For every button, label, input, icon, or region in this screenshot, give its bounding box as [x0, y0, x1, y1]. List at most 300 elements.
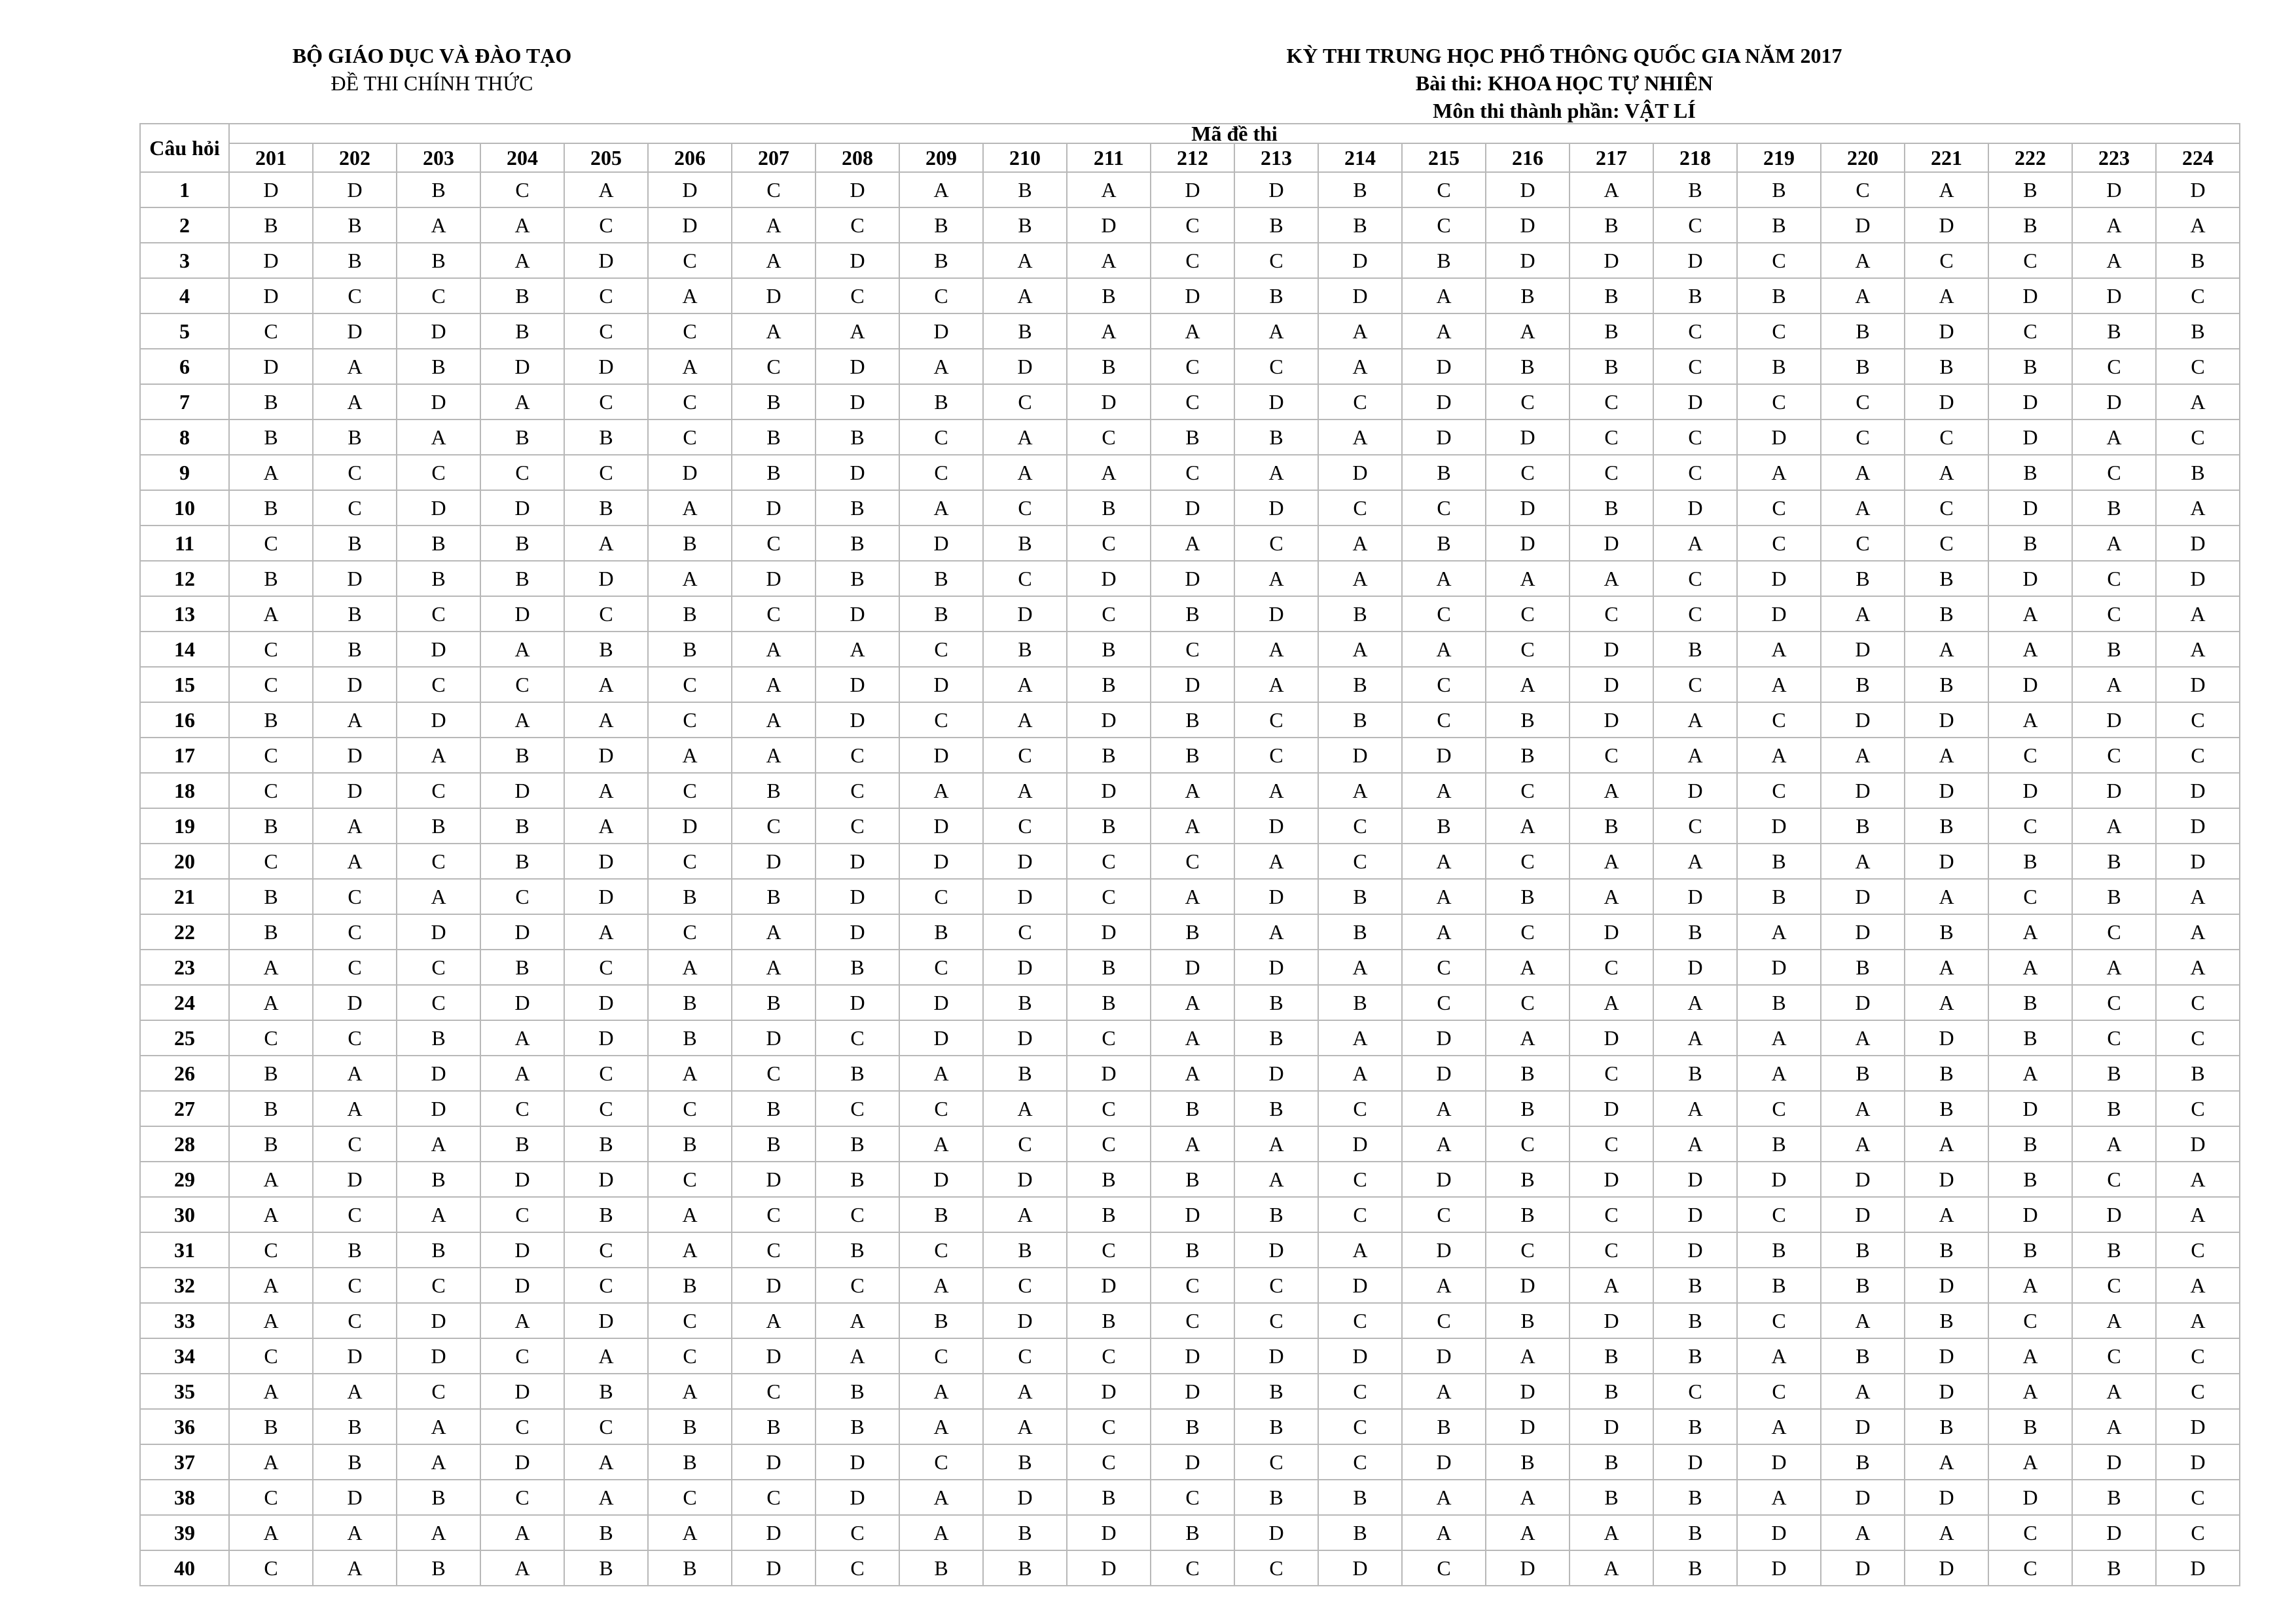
answer-cell: A — [564, 702, 648, 738]
answer-cell: C — [1402, 667, 1486, 702]
answer-cell: D — [1570, 243, 1653, 278]
question-number: 18 — [140, 773, 229, 808]
answer-cell: B — [1318, 172, 1402, 207]
answer-cell: D — [1402, 419, 1486, 455]
table-row — [140, 773, 2240, 808]
answer-cell: B — [1653, 632, 1737, 667]
answer-cell: A — [313, 384, 397, 419]
answer-cell: B — [1570, 1338, 1653, 1374]
answer-cell: A — [229, 1515, 313, 1550]
exam-code-header: 210 — [983, 143, 1067, 172]
answer-cell: B — [1486, 1197, 1570, 1232]
answer-cell: D — [732, 1338, 816, 1374]
answer-cell: A — [2072, 243, 2156, 278]
answer-cell: D — [1821, 773, 1905, 808]
answer-cell: D — [899, 808, 983, 844]
answer-cell: B — [2156, 243, 2240, 278]
answer-cell: B — [732, 1126, 816, 1162]
answer-cell: A — [229, 1268, 313, 1303]
answer-cell: A — [1151, 985, 1234, 1020]
table-row — [140, 738, 2240, 773]
answer-cell: A — [397, 879, 480, 914]
answer-cell: C — [648, 667, 732, 702]
answer-cell: D — [1067, 384, 1151, 419]
answer-cell: B — [397, 561, 480, 596]
answer-cell: C — [1737, 384, 1821, 419]
answer-cell: B — [648, 632, 732, 667]
answer-cell: C — [648, 419, 732, 455]
answer-cell: C — [1067, 1020, 1151, 1056]
question-number: 7 — [140, 384, 229, 419]
answer-cell: C — [229, 1550, 313, 1586]
exam-code-header: 216 — [1486, 143, 1570, 172]
answer-cell: A — [1821, 1126, 1905, 1162]
answer-cell: D — [1905, 844, 1988, 879]
table-row — [140, 950, 2240, 985]
answer-cell: D — [1988, 490, 2072, 526]
exam-code-header: 215 — [1402, 143, 1486, 172]
answer-cell: C — [1988, 738, 2072, 773]
answer-cell: B — [1653, 1515, 1737, 1550]
answer-cell: A — [2156, 1303, 2240, 1338]
answer-cell: A — [1821, 455, 1905, 490]
answer-cell: A — [1402, 1126, 1486, 1162]
answer-cell: A — [1737, 1056, 1821, 1091]
answer-cell: C — [1402, 950, 1486, 985]
answer-cell: C — [899, 1091, 983, 1126]
answer-cell: B — [1067, 950, 1151, 985]
exam-code-header: 221 — [1905, 143, 1988, 172]
answer-cell: D — [2156, 667, 2240, 702]
answer-cell: D — [1402, 1232, 1486, 1268]
answer-cell: A — [480, 207, 564, 243]
question-number: 15 — [140, 667, 229, 702]
answer-cell: B — [1234, 1409, 1318, 1444]
answer-cell: A — [899, 1409, 983, 1444]
question-number: 23 — [140, 950, 229, 985]
answer-cell: B — [1067, 738, 1151, 773]
answer-cell: D — [1151, 1338, 1234, 1374]
answer-cell: C — [480, 1091, 564, 1126]
answer-cell: C — [899, 1232, 983, 1268]
answer-cell: B — [1653, 914, 1737, 950]
answer-cell: B — [480, 950, 564, 985]
answer-cell: D — [1318, 243, 1402, 278]
answer-cell: A — [229, 596, 313, 632]
answer-cell: B — [1486, 349, 1570, 384]
answer-cell: A — [1318, 950, 1402, 985]
answer-cell: B — [1570, 490, 1653, 526]
answer-cell: D — [1486, 1268, 1570, 1303]
answer-cell: C — [2072, 596, 2156, 632]
answer-cell: B — [229, 1126, 313, 1162]
answer-cell: B — [1988, 1020, 2072, 1056]
answer-cell: B — [1486, 1444, 1570, 1480]
answer-cell: B — [229, 490, 313, 526]
answer-cell: A — [313, 349, 397, 384]
answer-cell: A — [2156, 879, 2240, 914]
answer-cell: C — [1988, 808, 2072, 844]
answer-cell: D — [1402, 1020, 1486, 1056]
answer-cell: C — [2156, 1480, 2240, 1515]
table-row — [140, 985, 2240, 1020]
answer-cell: C — [564, 1268, 648, 1303]
answer-cell: C — [1151, 207, 1234, 243]
answer-cell: B — [1821, 561, 1905, 596]
answer-cell: C — [2156, 1232, 2240, 1268]
answer-cell: A — [1737, 667, 1821, 702]
answer-cell: B — [1318, 596, 1402, 632]
answer-cell: A — [1821, 1091, 1905, 1126]
answer-cell: C — [1653, 455, 1737, 490]
answer-cell: B — [816, 950, 899, 985]
answer-cell: C — [1067, 879, 1151, 914]
answer-cell: C — [564, 455, 648, 490]
answer-cell: A — [1402, 278, 1486, 313]
answer-cell: D — [816, 879, 899, 914]
answer-cell: C — [313, 879, 397, 914]
answer-cell: D — [1988, 773, 2072, 808]
table-row — [140, 879, 2240, 914]
answer-cell: D — [1905, 1338, 1988, 1374]
answer-cell: B — [1905, 1303, 1988, 1338]
answer-cell: A — [313, 1091, 397, 1126]
question-number: 8 — [140, 419, 229, 455]
exam-title: KỲ THI TRUNG HỌC PHỔ THÔNG QUỐC GIA NĂM 2017 — [1286, 44, 1842, 67]
answer-cell: D — [816, 985, 899, 1020]
answer-cell: D — [899, 985, 983, 1020]
answer-cell: C — [1402, 1197, 1486, 1232]
answer-cell: C — [1737, 1374, 1821, 1409]
answer-cell: D — [1988, 1091, 2072, 1126]
answer-cell: A — [397, 1126, 480, 1162]
answer-cell: A — [2072, 419, 2156, 455]
ministry-header — [275, 42, 589, 97]
answer-cell: B — [1737, 207, 1821, 243]
answer-cell: A — [1737, 1338, 1821, 1374]
answer-cell: B — [648, 1126, 732, 1162]
answer-cell: A — [2156, 207, 2240, 243]
answer-cell: D — [2156, 808, 2240, 844]
answer-cell: D — [899, 313, 983, 349]
answer-cell: D — [732, 844, 816, 879]
answer-cell: A — [1821, 738, 1905, 773]
answer-cell: C — [397, 950, 480, 985]
answer-cell: D — [732, 1020, 816, 1056]
answer-cell: C — [1151, 632, 1234, 667]
answer-cell: D — [397, 1338, 480, 1374]
answer-cell: D — [1988, 667, 2072, 702]
answer-cell: D — [1318, 278, 1402, 313]
answer-cell: D — [313, 667, 397, 702]
answer-cell: A — [648, 1374, 732, 1409]
answer-cell: D — [2072, 384, 2156, 419]
answer-cell: A — [732, 207, 816, 243]
answer-cell: C — [1151, 1268, 1234, 1303]
answer-cell: A — [564, 914, 648, 950]
answer-cell: D — [229, 243, 313, 278]
answer-cell: B — [1821, 950, 1905, 985]
answer-cell: B — [1234, 207, 1318, 243]
answer-cell: B — [229, 1056, 313, 1091]
answer-cell: A — [816, 313, 899, 349]
answer-cell: B — [983, 1232, 1067, 1268]
answer-cell: A — [1318, 526, 1402, 561]
answer-cell: C — [1402, 490, 1486, 526]
answer-cell: A — [648, 490, 732, 526]
answer-cell: B — [1653, 1268, 1737, 1303]
answer-cell: C — [983, 1126, 1067, 1162]
answer-cell: A — [313, 844, 397, 879]
answer-cell: D — [1653, 1197, 1737, 1232]
answer-cell: B — [816, 561, 899, 596]
answer-cell: A — [313, 808, 397, 844]
answer-cell: A — [564, 1480, 648, 1515]
answer-cell: D — [1653, 1444, 1737, 1480]
answer-cell: B — [1737, 879, 1821, 914]
answer-cell: A — [1402, 773, 1486, 808]
answer-cell: B — [1737, 172, 1821, 207]
answer-cell: D — [1318, 1268, 1402, 1303]
answer-cell: B — [397, 526, 480, 561]
answer-cell: C — [899, 1338, 983, 1374]
answer-cell: B — [816, 419, 899, 455]
question-number: 3 — [140, 243, 229, 278]
answer-cell: B — [313, 1409, 397, 1444]
answer-cell: D — [397, 313, 480, 349]
answer-cell: C — [2156, 1374, 2240, 1409]
answer-cell: C — [1653, 596, 1737, 632]
answer-cell: D — [1905, 313, 1988, 349]
table-row — [140, 490, 2240, 526]
answer-cell: D — [480, 1374, 564, 1409]
answer-cell: D — [1234, 172, 1318, 207]
answer-cell: A — [648, 561, 732, 596]
answer-cell: C — [648, 313, 732, 349]
answer-cell: C — [1402, 985, 1486, 1020]
answer-cell: C — [983, 561, 1067, 596]
answer-cell: D — [564, 1162, 648, 1197]
answer-cell: B — [1821, 1268, 1905, 1303]
answer-cell: C — [1737, 526, 1821, 561]
answer-cell: D — [564, 349, 648, 384]
answer-cell: A — [648, 1232, 732, 1268]
answer-cell: C — [1486, 773, 1570, 808]
answer-cell: A — [1318, 1232, 1402, 1268]
answer-cell: C — [983, 1268, 1067, 1303]
answer-cell: D — [1653, 384, 1737, 419]
answer-cell: C — [1988, 1550, 2072, 1586]
question-number: 6 — [140, 349, 229, 384]
answer-cell: D — [1821, 879, 1905, 914]
table-row — [140, 172, 2240, 207]
answer-cell: B — [1402, 526, 1486, 561]
answer-cell: B — [1151, 596, 1234, 632]
answer-cell: B — [1653, 1480, 1737, 1515]
answer-cell: B — [2072, 1550, 2156, 1586]
answer-cell: A — [1653, 985, 1737, 1020]
answer-cell: B — [1234, 1480, 1318, 1515]
answer-cell: A — [2156, 1162, 2240, 1197]
table-row — [140, 1550, 2240, 1586]
answer-cell: D — [2072, 1444, 2156, 1480]
answer-cell: A — [732, 702, 816, 738]
table-row — [140, 844, 2240, 879]
answer-cell: B — [1653, 1303, 1737, 1338]
answer-cell: D — [816, 914, 899, 950]
answer-cell: B — [2072, 632, 2156, 667]
table-row — [140, 1268, 2240, 1303]
answer-cell: B — [1486, 702, 1570, 738]
answer-cell: B — [564, 1126, 648, 1162]
answer-cell: A — [899, 1126, 983, 1162]
answer-cell: A — [2072, 1303, 2156, 1338]
answer-cell: C — [397, 455, 480, 490]
answer-cell: A — [732, 243, 816, 278]
answer-cell: D — [1653, 950, 1737, 985]
question-number: 33 — [140, 1303, 229, 1338]
answer-cell: A — [1905, 1444, 1988, 1480]
answer-cell: A — [1234, 1162, 1318, 1197]
answer-cell: C — [564, 1091, 648, 1126]
answer-cell: B — [1234, 278, 1318, 313]
answer-cell: C — [1737, 313, 1821, 349]
answer-cell: A — [1318, 773, 1402, 808]
answer-cell: A — [1234, 773, 1318, 808]
answer-cell: C — [397, 667, 480, 702]
answer-cell: A — [229, 1374, 313, 1409]
answer-cell: A — [1151, 879, 1234, 914]
answer-cell: D — [397, 1056, 480, 1091]
answer-cell: C — [2072, 1338, 2156, 1374]
answer-cell: A — [1821, 844, 1905, 879]
answer-cell: D — [1821, 1162, 1905, 1197]
answer-cell: B — [732, 384, 816, 419]
answer-cell: B — [2156, 313, 2240, 349]
answer-cell: C — [648, 844, 732, 879]
answer-cell: A — [480, 1515, 564, 1550]
answer-cell: C — [1067, 596, 1151, 632]
answer-cell: A — [564, 773, 648, 808]
table-row — [140, 1303, 2240, 1338]
answer-cell: B — [1821, 349, 1905, 384]
exam-subject: Môn thi thành phần: VẬT LÍ — [1433, 99, 1696, 122]
answer-cell: A — [1905, 950, 1988, 985]
answer-cell: B — [313, 596, 397, 632]
answer-cell: A — [732, 950, 816, 985]
answer-cell: B — [1988, 207, 2072, 243]
answer-cell: D — [313, 738, 397, 773]
answer-cell: C — [1318, 384, 1402, 419]
answer-cell: D — [1737, 419, 1821, 455]
answer-cell: C — [899, 702, 983, 738]
answer-cell: C — [229, 1020, 313, 1056]
answer-cell: D — [1402, 1162, 1486, 1197]
answer-cell: C — [397, 596, 480, 632]
answer-cell: B — [816, 1374, 899, 1409]
answer-cell: A — [564, 1338, 648, 1374]
answer-cell: A — [1402, 561, 1486, 596]
answer-cell: D — [983, 596, 1067, 632]
answer-cell: A — [2156, 384, 2240, 419]
answer-cell: D — [1570, 1020, 1653, 1056]
answer-cell: B — [2072, 1480, 2156, 1515]
answer-cell: B — [1570, 313, 1653, 349]
answer-cell: B — [732, 455, 816, 490]
answer-cell: B — [1988, 1126, 2072, 1162]
answer-cell: A — [1988, 632, 2072, 667]
table-row — [140, 1338, 2240, 1374]
answer-cell: D — [1067, 1550, 1151, 1586]
answer-cell: C — [564, 596, 648, 632]
answer-cell: A — [397, 1197, 480, 1232]
answer-cell: C — [1318, 1197, 1402, 1232]
answer-cell: D — [1821, 1550, 1905, 1586]
answer-cell: B — [1318, 207, 1402, 243]
answer-cell: A — [1486, 667, 1570, 702]
answer-cell: A — [397, 1409, 480, 1444]
answer-cell: A — [1067, 313, 1151, 349]
answer-cell: D — [816, 596, 899, 632]
answer-cell: A — [229, 1197, 313, 1232]
question-number: 29 — [140, 1162, 229, 1197]
answer-cell: D — [1737, 1162, 1821, 1197]
table-row — [140, 667, 2240, 702]
answer-cell: C — [983, 738, 1067, 773]
answer-cell: D — [480, 914, 564, 950]
answer-cell: A — [732, 667, 816, 702]
answer-cell: A — [816, 632, 899, 667]
answer-cell: D — [732, 561, 816, 596]
answer-cell: D — [1737, 1550, 1821, 1586]
answer-cell: A — [1570, 844, 1653, 879]
answer-cell: A — [1234, 914, 1318, 950]
answer-cell: D — [313, 561, 397, 596]
answer-cell: D — [1570, 1091, 1653, 1126]
answer-cell: A — [1988, 1444, 2072, 1480]
answer-cell: B — [816, 526, 899, 561]
answer-cell: D — [1067, 773, 1151, 808]
answer-cell: A — [983, 1197, 1067, 1232]
answer-cell: D — [1988, 384, 2072, 419]
answer-cell: C — [816, 1020, 899, 1056]
answer-cell: D — [899, 667, 983, 702]
answer-cell: B — [1821, 667, 1905, 702]
answer-cell: C — [229, 1338, 313, 1374]
answer-cell: C — [1067, 1232, 1151, 1268]
answer-cell: A — [1988, 1338, 2072, 1374]
answer-cell: C — [1067, 1091, 1151, 1126]
answer-cell: D — [1402, 1338, 1486, 1374]
question-number: 21 — [140, 879, 229, 914]
answer-cell: D — [1067, 1056, 1151, 1091]
answer-cell: A — [1570, 773, 1653, 808]
answer-cell: B — [1737, 1232, 1821, 1268]
answer-cell: B — [1151, 914, 1234, 950]
answer-cell: D — [564, 844, 648, 879]
exam-code-header: 222 — [1988, 143, 2072, 172]
answer-cell: B — [1737, 278, 1821, 313]
answer-cell: A — [1988, 914, 2072, 950]
answer-cell: C — [229, 632, 313, 667]
answer-cell: B — [1402, 455, 1486, 490]
answer-cell: B — [1402, 1409, 1486, 1444]
answer-cell: D — [983, 1020, 1067, 1056]
answer-cell: C — [1151, 384, 1234, 419]
answer-cell: C — [313, 1020, 397, 1056]
answer-cell: D — [2072, 1515, 2156, 1550]
answer-cell: C — [983, 490, 1067, 526]
